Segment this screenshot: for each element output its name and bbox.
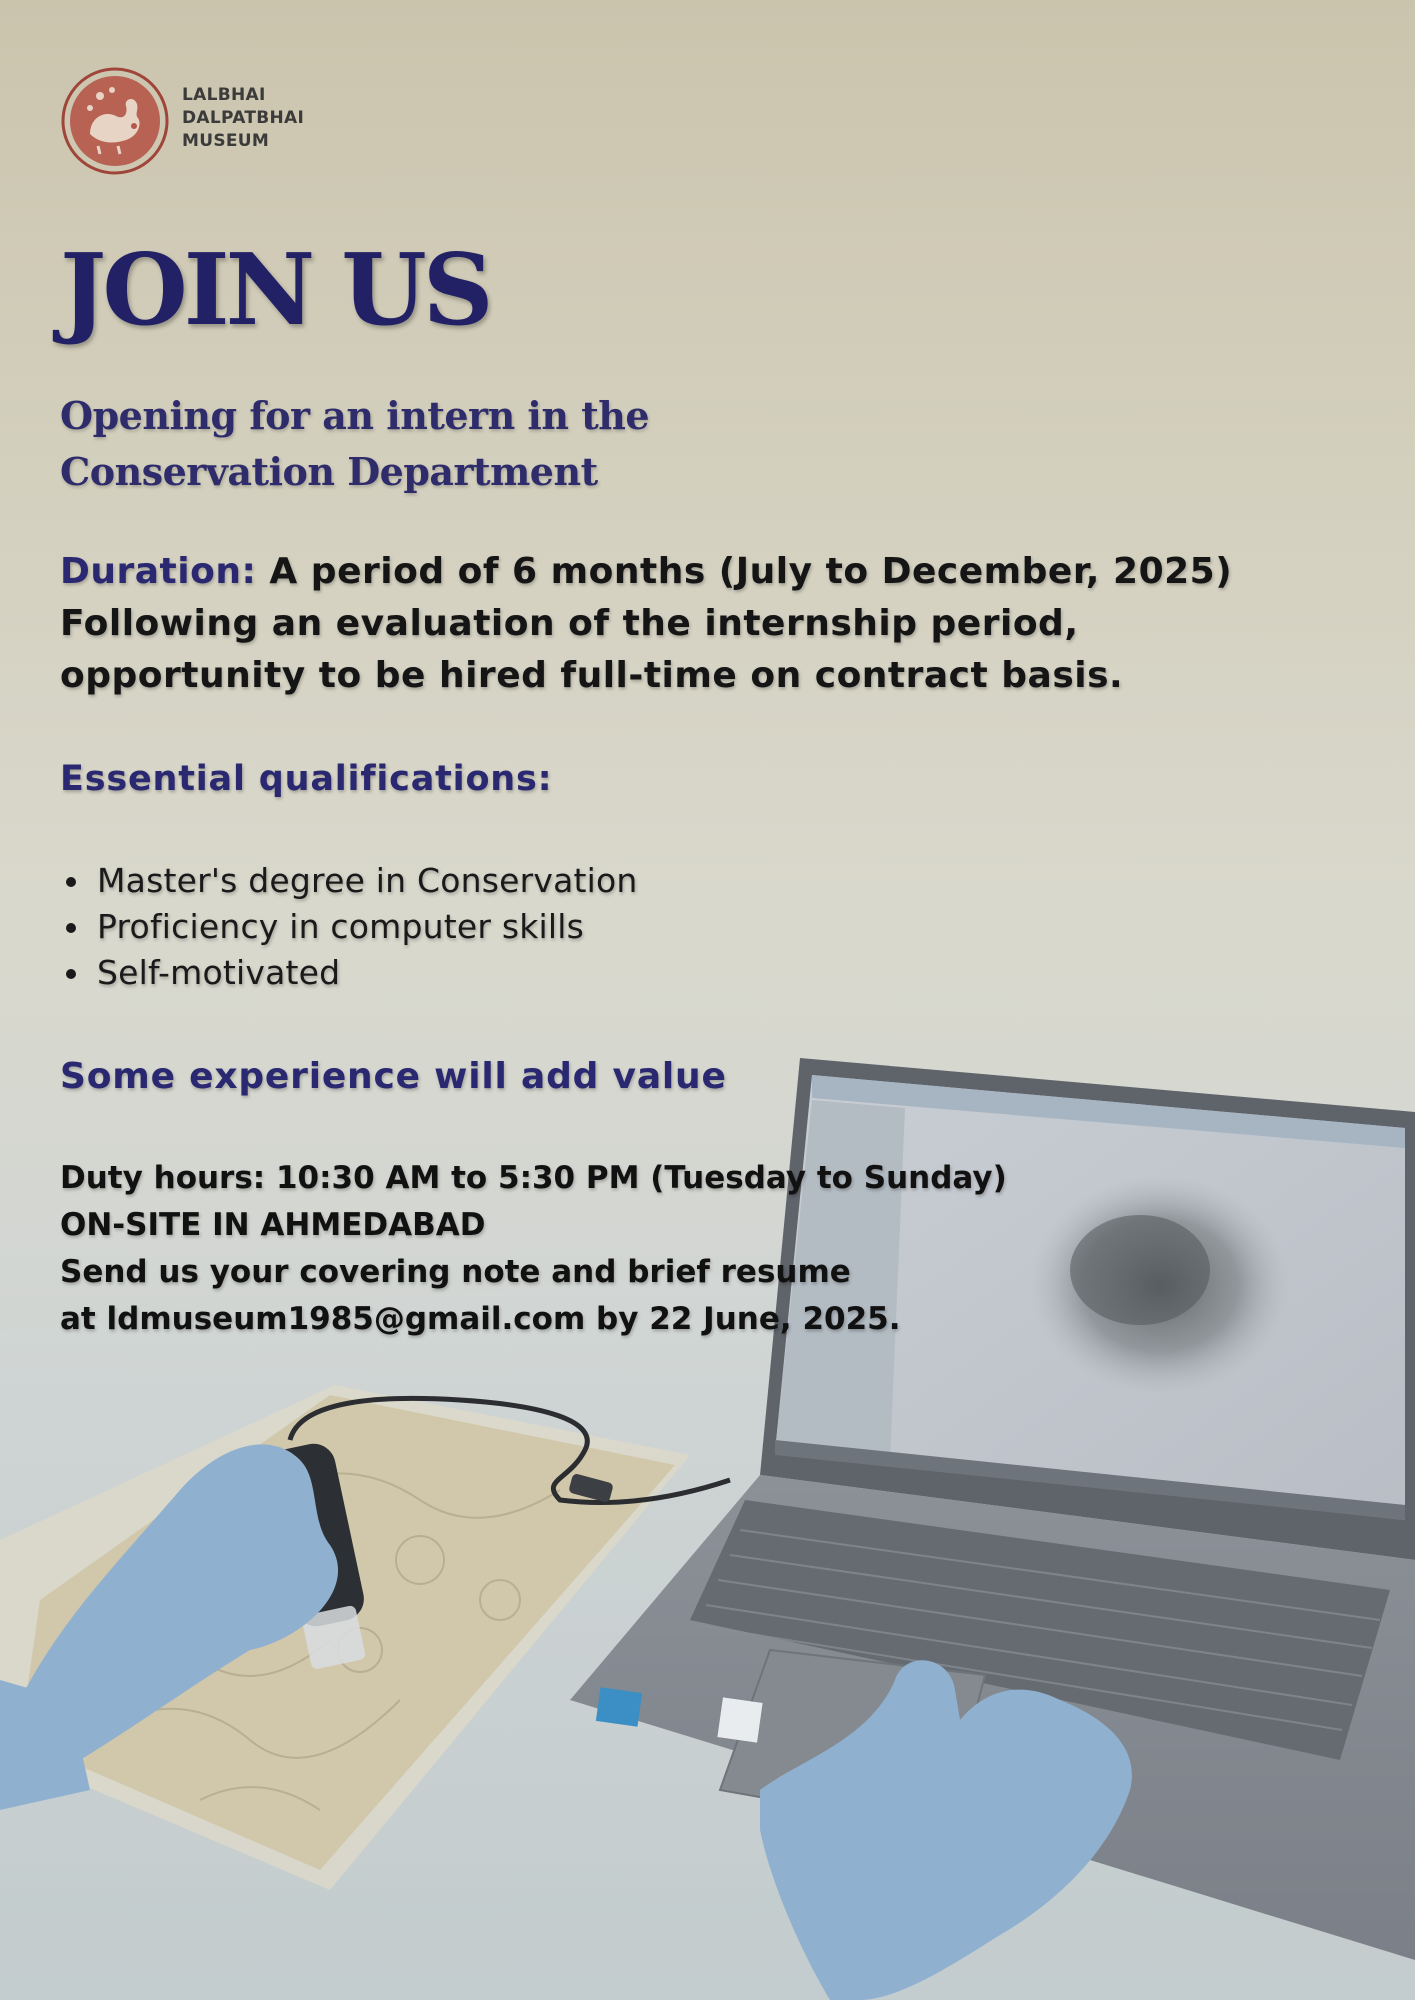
museum-name-line: LALBHAI (182, 85, 266, 105)
qualifications-heading: Essential qualifications: (60, 759, 553, 799)
peacock-emblem-icon (60, 66, 170, 176)
duration-note-line: Following an evaluation of the internship period, (60, 603, 1079, 644)
subtitle-line: Opening for an intern in the (60, 393, 650, 438)
bullet-icon (66, 877, 76, 887)
museum-logo (60, 66, 320, 178)
duty-hours: Duty hours: 10:30 AM to 5:30 PM (Tuesday to Sunday) (60, 1160, 1007, 1196)
museum-name-line: MUSEUM (182, 131, 270, 151)
list-item-text: Self-motivated (97, 953, 341, 992)
details-section (60, 1155, 1007, 1343)
duration-label: Duration: (60, 551, 257, 592)
duration-section (60, 546, 1232, 702)
duration-note-line: opportunity to be hired full-time on contract basis. (60, 655, 1124, 696)
museum-name (182, 84, 304, 153)
museum-name-line: DALPATBHAI (182, 108, 305, 128)
duration-value: A period of 6 months (July to December, 2025) (256, 551, 1233, 592)
bullet-icon (66, 923, 76, 933)
application-contact: at ldmuseum1985@gmail.com by 22 June, 2025. (60, 1301, 901, 1337)
application-instruction: Send us your covering note and brief resume (60, 1254, 851, 1290)
page-title: JOIN US (60, 233, 490, 348)
list-item-text: Master's degree in Conservation (97, 861, 638, 900)
bullet-icon (66, 969, 76, 979)
location-note: ON-SITE IN AHMEDABAD (60, 1207, 486, 1243)
list-item (60, 950, 638, 996)
list-item (60, 858, 638, 904)
list-item-text: Proficiency in computer skills (97, 907, 585, 946)
experience-note: Some experience will add value (60, 1056, 727, 1097)
page-subtitle (60, 388, 649, 500)
duration-line (60, 546, 1232, 598)
qualifications-list (60, 858, 638, 996)
subtitle-line: Conservation Department (60, 449, 598, 494)
list-item (60, 904, 638, 950)
